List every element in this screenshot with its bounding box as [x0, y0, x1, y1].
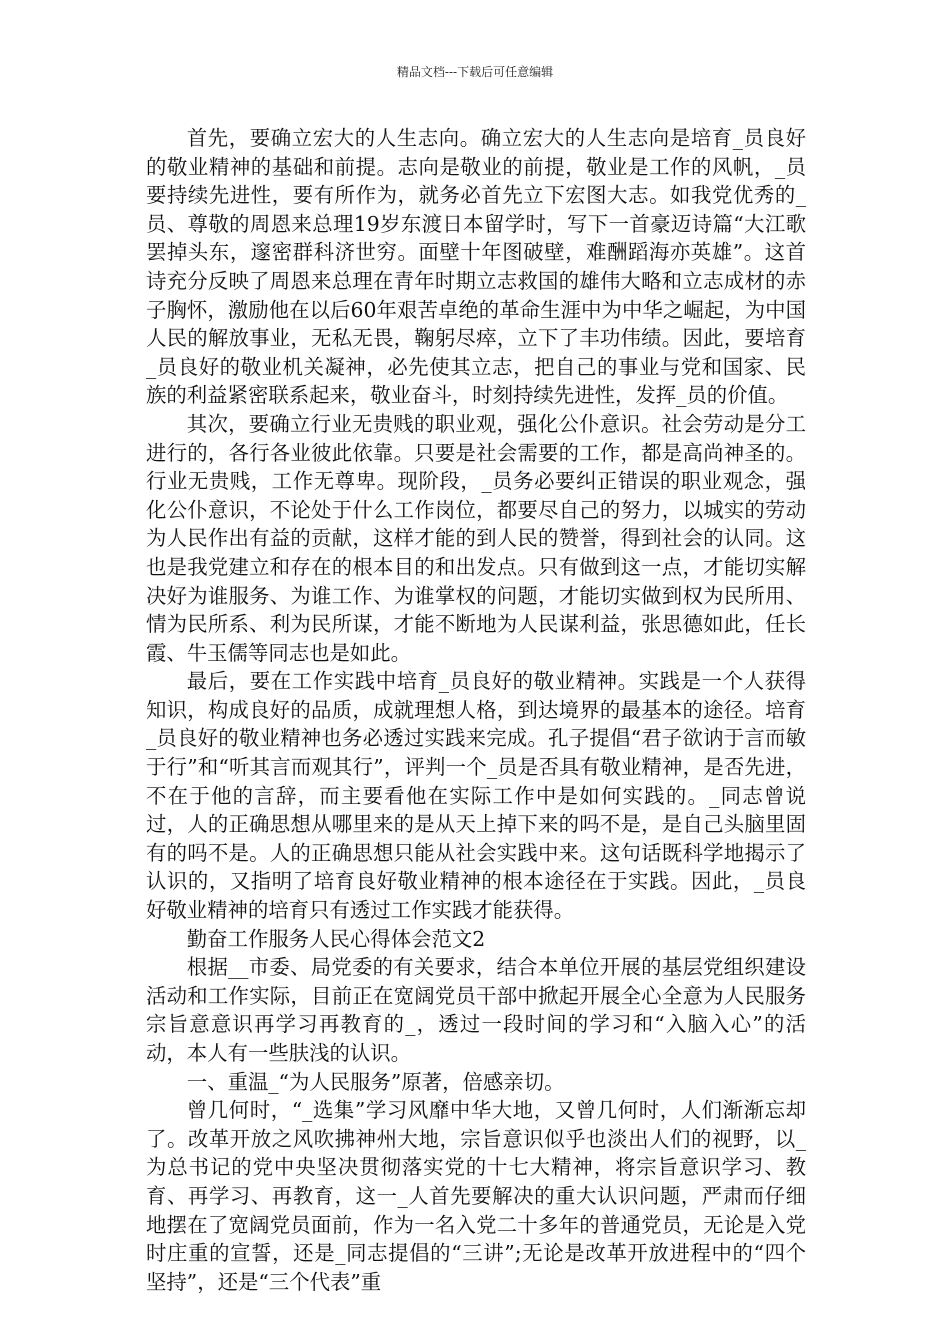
paragraph-1: 首先，要确立宏大的人生志向。确立宏大的人生志向是培育_员良好的敬业精神的基础和前提。志向是敬业的前提，敬业是工作的风帆，_员要持续先进性，要有所作为，就务必首先立下宏图大志。如我党优秀的_员、尊敬的周恩来总理19岁东渡日本留学时，写下一首豪迈诗篇“大江歌罢掉头东，邃密群科济世穷。面壁十年图破壁，难酬蹈海亦英雄”。这首诗充分反映了周恩来总理在青年时期立志救国的雄伟大略和立志成材的赤子胸怀，激励他在以后60年艰苦卓绝的革命生涯中为中华之崛起，为中国人民的解放事业，无私无畏，鞠躬尽瘁，立下了丰功伟绩。因此，要培育_员良好的敬业机关凝神，必先使其立志，把自己的事业与党和国家、民族的利益紧密联系起来，敬业奋斗，时刻持续先进性，发挥_员的价值。	[146, 126, 806, 408]
section-title: 勤奋工作服务人民心得体会范文2	[186, 926, 486, 951]
paragraph-2: 其次，要确立行业无贵贱的职业观，强化公仆意识。社会劳动是分工进行的，各行各业彼此依靠。只要是社会需要的工作，都是高尚神圣的。行业无贵贱，工作无尊卑。现阶段，_员务必要纠正错误的职业观念，强化公仆意识，不论处于什么工作岗位，都要尽自己的努力，以城实的劳动为人民作出有益的贡献，这样才能的到人民的赞誉，得到社会的认同。这也是我党建立和存在的根本目的和出发点。只有做到这一点，才能切实解决好为谁服务、为谁工作、为谁掌权的问题，才能切实做到权为民所用、情为民所系、利为民所谋，才能不断地为人民谋利益，张思德如此，任长霞、牛玉儒等同志也是如此。	[146, 411, 806, 665]
paragraph-5: 根据__市委、局党委的有关要求，结合本单位开展的基层党组织建设活动和工作实际，目前正在宽阔党员干部中掀起开展全心全意为人民服务宗旨意意识再学习再教育的_，透过一段时间的学习和“入脑入心”的活动，本人有一些肤浅的认识。	[146, 955, 806, 1065]
document-body	[146, 124, 806, 1296]
page-header: 精品文档---下载后可任意编辑	[396, 65, 554, 79]
paragraph-7: 曾几何时，“_选集”学习风靡中华大地，又曾几何时，人们渐渐忘却了。改革开放之风吹拂神州大地，宗旨意识似乎也淡出人们的视野，以_为总书记的党中央坚决贯彻落实党的十七大精神，将宗旨意识学习、教育、再学习、再教育，这一_人首先要解决的重大认识问题，严肃而仔细地摆在了宽阔党员面前，作为一名入党二十多年的普通党员，无论是入党时庄重的宣誓，还是_同志提倡的“三讲”;无论是改革开放进程中的“四个坚持”，还是“三个代表”重	[146, 1098, 806, 1294]
paragraph-3: 最后，要在工作实践中培育_员良好的敬业精神。实践是一个人获得知识，构成良好的品质，成就理想人格，到达境界的最基本的途径。培育_员良好的敬业精神也务必透过实践来完成。孔子提倡“君子欲讷于言而敏于行”和“听其言而观其行”，评判一个_员是否具有敬业精神，是否先进，不在于他的言辞，而主要看他在实际工作中是如何实践的。_同志曾说过，人的正确思想从哪里来的是从天上掉下来的吗不是，是自己头脑里固有的吗不是。人的正确思想只能从社会实践中来。这句话既科学地揭示了认识的，又指明了培育良好敬业精神的根本途径在于实践。因此，_员良好敬业精神的培育只有透过工作实践才能获得。	[146, 669, 806, 923]
subheading-1: 一、重温_“为人民服务”原著，倍感亲切。	[186, 1069, 565, 1094]
